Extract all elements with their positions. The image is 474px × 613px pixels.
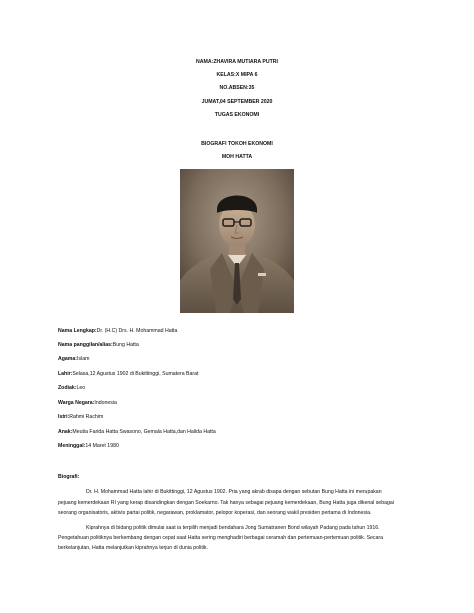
field-label: Warga Negara: [58,400,95,406]
biography-paragraph-1-line-1: Dr. H. Mohammad Hatta lahir di Bukittinggi, 12 Agustus 1902. Pria yang akrab disapa dengan sebutan Bung Hatta ini merupakan [86,489,382,495]
biography-paragraph-2-line-2: Pengetahuan politiknya berkembang dengan cepat saat Hatta sering menghadiri berbagai ceramah dan pertemuan-pertemuan politik. Secara [58,535,384,541]
field-value: Selasa,12 Agustus 1902 di Bukittinggi, Sumatera Barat [72,371,199,377]
biography-paragraph-2-line-3: berkelanjutan, Hatta melanjutkan kiprahnya terjun di dunia politik. [58,545,208,551]
student-class: KELAS:X MIPA 6 [216,72,258,78]
field-nama-lengkap [58,328,177,334]
field-value: Dr. (H.C) Drs. H. Mohammad Hatta [96,328,178,334]
portrait-photo [180,169,294,313]
field-label: Zodiak: [58,385,77,391]
field-agama [58,356,89,362]
biography-paragraph-1-line-2: pejuang kemerdekaan RI yang kerap disandingkan dengan Soekarno. Tak hanya sebagai pejuang kemerdekaan, Bung Hatta juga dikenal sebagai [58,500,394,506]
field-value: Bung Hatta [112,342,139,348]
field-zodiak [58,385,85,391]
portrait-icon [180,169,294,313]
biography-heading: Biografi: [58,474,80,480]
document-date: JUMAT,04 SEPTEMBER 2020 [201,99,273,105]
field-istri [58,414,103,420]
biography-paragraph-1-line-3: seorang organisatoris, aktivis partai politik, negarawan, proklamator, pelopor koperasi, dan seorang wakil presiden pertama di Indonesia. [58,510,372,516]
field-value: Leo [76,385,86,391]
field-label: Nama panggilan/alias: [58,342,113,348]
field-label: Meninggal: [58,443,86,449]
figure-name: MOH HATTA [221,154,253,160]
document-title: BIOGRAFI TOKOH EKONOMI [201,141,273,147]
field-label: Anak: [58,429,73,435]
field-label: Agama: [58,356,78,362]
field-meninggal [58,443,119,449]
student-name: NAMA:ZHAVIRA MUTIARA PUTRI [196,59,278,65]
field-warga-negara [58,400,117,406]
field-label: Nama Lengkap: [58,328,97,334]
biography-paragraph-2-line-1: Kiprahnya di bidang politik dimulai saat ia terpilih menjadi bendahara Jong Sumatranen Bond wilayah Padang pada tahun 1916. [86,525,380,531]
field-value: Rahmi Rachim [69,414,104,420]
field-anak [58,429,216,435]
assignment-title: TUGAS EKONOMI [214,112,260,118]
field-label: Lahir: [58,371,73,377]
field-value: Indonesia [94,400,117,406]
field-value: Islam [77,356,90,362]
field-lahir [58,371,198,377]
field-nama-panggilan [58,342,139,348]
field-label: Istri: [58,414,70,420]
field-value: 14 Maret 1980 [85,443,119,449]
field-value: Meutia Farida Hatta Swasono, Gemala Hatta,dan Halida Hatta [72,429,216,435]
student-number: NO.ABSEN:35 [219,85,255,91]
